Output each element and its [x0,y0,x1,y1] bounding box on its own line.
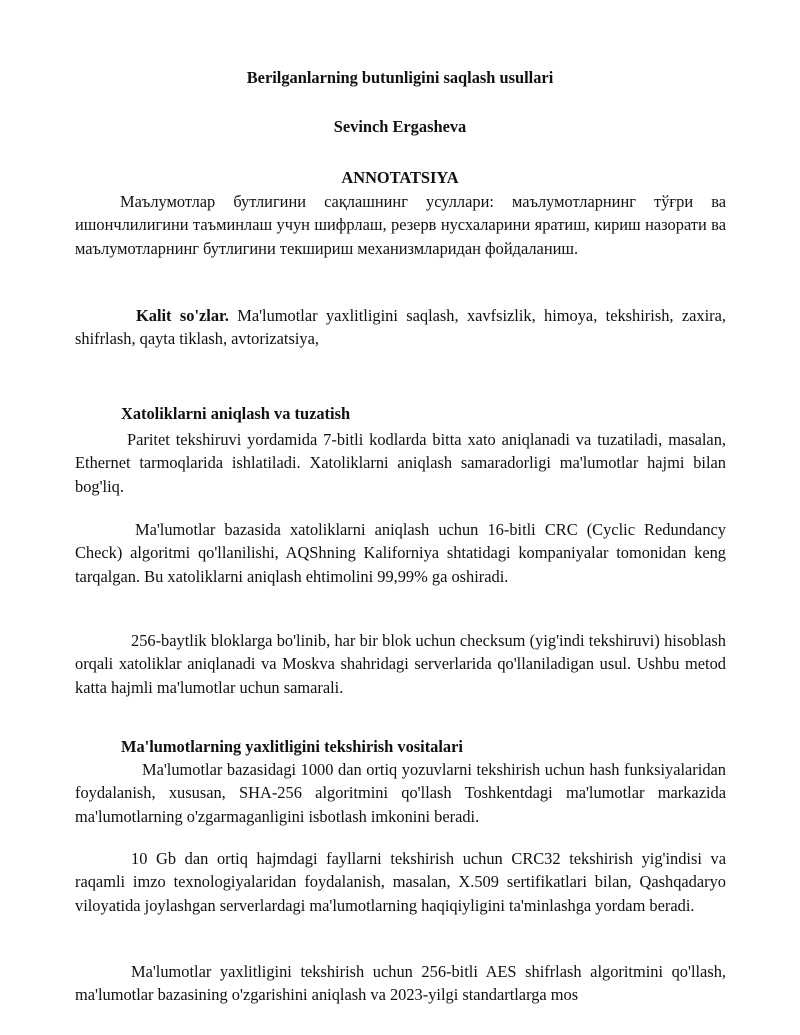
abstract-paragraph: Маълумотлар бутлигини сақлашнинг усуллари: маълумотларнинг тўғри ва ишончлилигини таъминлаш учун шифрлаш, резерв нусхаларини яратиш, кириш назорати ва маълумотларнинг бутлигини текшириш механизмларидан фойдаланиш. [75,192,726,258]
section-heading-error-detection: Xatoliklarni aniqlash va tuzatish [121,404,351,423]
paragraph-parity: Paritet tekshiruvi yordamida 7-bitli kodlarda bitta xato aniqlanadi va tuzatiladi, masalan, Ethernet tarmoqlarida ishlatiladi. Xatoliklarni aniqlash samaradorligi ma'lumotlar hajmi bilan bog'liq. [75,430,726,496]
paragraph-aes: Ma'lumotlar yaxlitligini tekshirish uchun 256-bitli AES shifrlash algoritmini qo'llash, ma'lumotlar bazasining o'zgarishini aniqlash va 2023-yilgi standartlarga mos [75,962,726,1005]
abstract-heading: ANNOTATSIYA [341,168,459,187]
paragraph-crc32: 10 Gb dan ortiq hajmdagi fayllarni tekshirish uchun CRC32 tekshirish yig'indisi va raqamli imzo texnologiyalaridan foydalanish, masalan, X.509 sertifikatlari bilan, Qashqadaryo viloyatida joylashgan serverlardagi ma'lumotlarning haqiqiyligini ta'minlashga yordam beradi. [75,849,726,915]
paragraph-crc16: Ma'lumotlar bazasida xatoliklarni aniqlash uchun 16-bitli CRC (Cyclic Redundancy Check) algoritmi qo'llanilishi, AQShning Kaliforniya shtatidagi kompaniyalar tomonidan keng tarqalgan. Bu xatoliklarni aniqlash ehtimolini 99,99% ga oshiradi. [75,520,726,586]
paragraph-checksum: 256-baytlik bloklarga bo'linib, har bir blok uchun checksum (yig'indi tekshiruvi) hisoblash orqali xatoliklar aniqlanadi va Moskva shahridagi serverlarida qo'llaniladigan usul. Ushbu metod katta hajmli ma'lumotlar uchun samarali. [75,631,726,697]
keywords-label: Kalit so'zlar. [136,306,229,325]
paragraph-sha256: Ma'lumotlar bazasidagi 1000 dan ortiq yozuvlarni tekshirish uchun hash funksiyalaridan foydalanish, xususan, SHA-256 algoritmini qo'llash Toshkentdagi ma'lumotlar markazida ma'lumotlarning o'zgarmaganligini isbotlash imkonini beradi. [75,760,726,826]
author-name: Sevinch Ergasheva [333,117,467,136]
keywords-paragraph [75,304,726,351]
document-title: Berilganlarning butunligini saqlash usullari [246,68,554,87]
keywords-list: Ma'lumotlar yaxlitligini saqlash, xavfsizlik, himoya, tekshirish, zaxira, shifrlash, qayta tiklash, avtorizatsiya, [75,306,726,349]
section-heading-integrity-tools: Ma'lumotlarning yaxlitligini tekshirish vositalari [121,737,463,756]
